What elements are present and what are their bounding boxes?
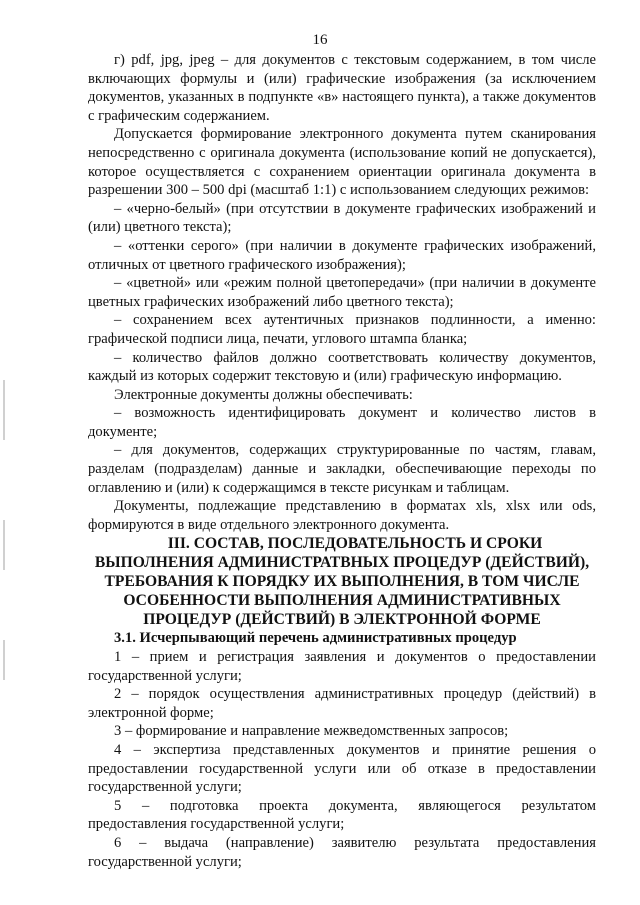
procedure-item: 3 – формирование и направление межведомственных запросов;	[114, 723, 509, 740]
scan-edge-mark	[3, 380, 5, 440]
document-body	[88, 51, 596, 871]
scan-edge-mark	[3, 640, 5, 680]
procedure-item: 5 – подготовка проекта документа, являющегося результатом предоставления государственной услуги;	[88, 797, 596, 833]
list-item-mode-bw: – «черно-белый» (при отсутствии в документе графических изображений и (или) цветного текста);	[88, 200, 596, 236]
procedure-item: 2 – порядок осуществления административных процедур (действий) в электронной форме;	[88, 686, 596, 721]
section-heading: III. СОСТАВ, ПОСЛЕДОВАТЕЛЬНОСТЬ И СРОКИ ВЫПОЛНЕНИЯ АДМИНИСТРАТВНЫХ ПРОЦЕДУР (ДЕЙСТВИЙ), ТРЕБОВАНИЯ К ПОРЯДКУ ИХ ВЫПОЛНЕНИЯ, В ТОМ ЧИСЛЕ ОСОБЕННОСТИ ВЫПОЛНЕНИЯ АДМИНИСТРАТИВНЫХ ПРОЦЕДУР (ДЕЙСТВИЙ) В ЭЛЕКТРОННОЙ ФОРМЕ	[94, 535, 590, 629]
paragraph-scanning: Допускается формирование электронного документа путем сканирования непосредственно с оригинала документа (использование копий не допускается), которое осуществляется с сохранением ориентации оригинала документа в разрешении 300 – 500 dpi (масштаб 1:1) с использованием следующих режимов:	[88, 126, 596, 199]
subsection-heading: 3.1. Исчерпывающий перечень административных процедур	[114, 630, 517, 647]
list-item-file-count: – количество файлов должно соответствовать количеству документов, каждый из которых содержит текстовую и (или) графическую информацию.	[88, 349, 596, 385]
procedure-item: 4 – экспертиза представленных документов и принятие решения о предоставлении государственной услуги или об отказе в предоставлении государственной услуги;	[88, 742, 596, 796]
list-item-identify: – возможность идентифицировать документ и количество листов в документе;	[88, 405, 596, 440]
list-item-mode-gray: – «оттенки серого» (при наличии в документе графических изображений, отличных от цветного графического изображения);	[88, 237, 596, 273]
page-number: 16	[312, 32, 328, 48]
procedure-item: 6 – выдача (направление) заявителю результата предоставления государственной услуги;	[88, 834, 596, 870]
list-item-authenticity: – сохранением всех аутентичных признаков подлинности, а именно: графической подписи лица, печати, углового штампа бланка;	[88, 312, 596, 347]
scan-edge-mark	[3, 520, 5, 570]
paragraph-spreadsheets: Документы, подлежащие представлению в форматах xls, xlsx или ods, формируются в виде отдельного электронного документа.	[88, 498, 596, 533]
list-item-mode-color: – «цветной» или «режим полной цветопередачи» (при наличии в документе цветных графических изображений либо цветного текста);	[88, 275, 596, 310]
list-item-structured: – для документов, содержащих структурированные по частям, главам, разделам (подразделам) данные и закладки, обеспечивающие переходы по оглавлению и (или) к содержащимся в тексте рисункам и таблицам.	[88, 442, 596, 496]
procedure-item: 1 – прием и регистрация заявления и документов о предоставлении государственной услуги;	[88, 649, 596, 684]
paragraph-formats-pdf: г) pdf, jpg, jpeg – для документов с текстовым содержанием, в том числе включающих формулы и (или) графические изображения (за исключением документов, указанных в подпункте «в» настоящего пункта), а также документов с графическим содержанием.	[88, 52, 596, 124]
paragraph-requirements: Электронные документы должны обеспечивать:	[114, 386, 413, 403]
